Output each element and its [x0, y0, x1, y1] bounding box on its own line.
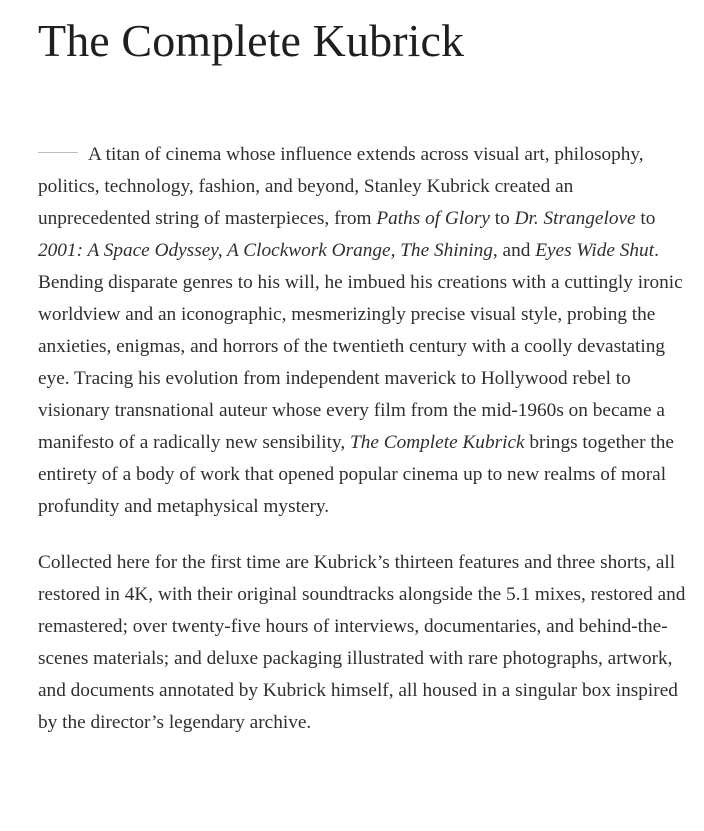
description: [38, 139, 688, 739]
film-title: Paths of Glory: [376, 208, 490, 229]
lead-rule: [38, 152, 78, 153]
paragraph-contents: Collected here for the first time are Kubrick’s thirteen features and three shorts, all restored in 4K, with their original soundtracks alongside the 5.1 mixes, restored and remastered; over twenty-five hours of interviews, documentaries, and behind-the-scenes materials; and deluxe packaging illustrated with rare photographs, artwork, and documents annotated by Kubrick himself, all housed in a singular box inspired by the director’s legendary archive.: [38, 552, 686, 733]
film-title: Dr. Strangelove: [514, 208, 636, 229]
paragraph-intro: A titan of cinema whose influence extends across visual art, philosophy, politics, technology, fashion, and beyond, Stanley Kubrick created an unprecedented string of masterpieces, from Paths of Glory to Dr. Strangelove to 2001: A Space Odyssey, A Clockwork Orange, The Shining, and Eyes Wide Shut. Bending disparate genres to his will, he imbued his creations with a cuttingly ironic worldview and an iconographic, mesmerizingly precise visual style, probing the anxieties, enigmas, and horrors of the twentieth century with a coolly devastating eye. Tracing his evolution from independent maverick to Hollywood rebel to visionary transnational auteur whose every film from the mid-1960s on became a manifesto of a radically new sensibility, The Complete Kubrick brings together the entirety of a body of work that opened popular cinema up to new realms of moral profundity and metaphysical mystery.: [38, 144, 683, 517]
set-title: The Complete Kubrick: [349, 432, 525, 453]
film-title: 2001: A Space Odyssey: [38, 240, 218, 261]
film-title: A Clockwork Orange: [227, 240, 391, 261]
film-title: The Shining: [400, 240, 493, 261]
page-title: The Complete Kubrick: [38, 15, 465, 66]
film-title: Eyes Wide Shut: [535, 240, 655, 261]
